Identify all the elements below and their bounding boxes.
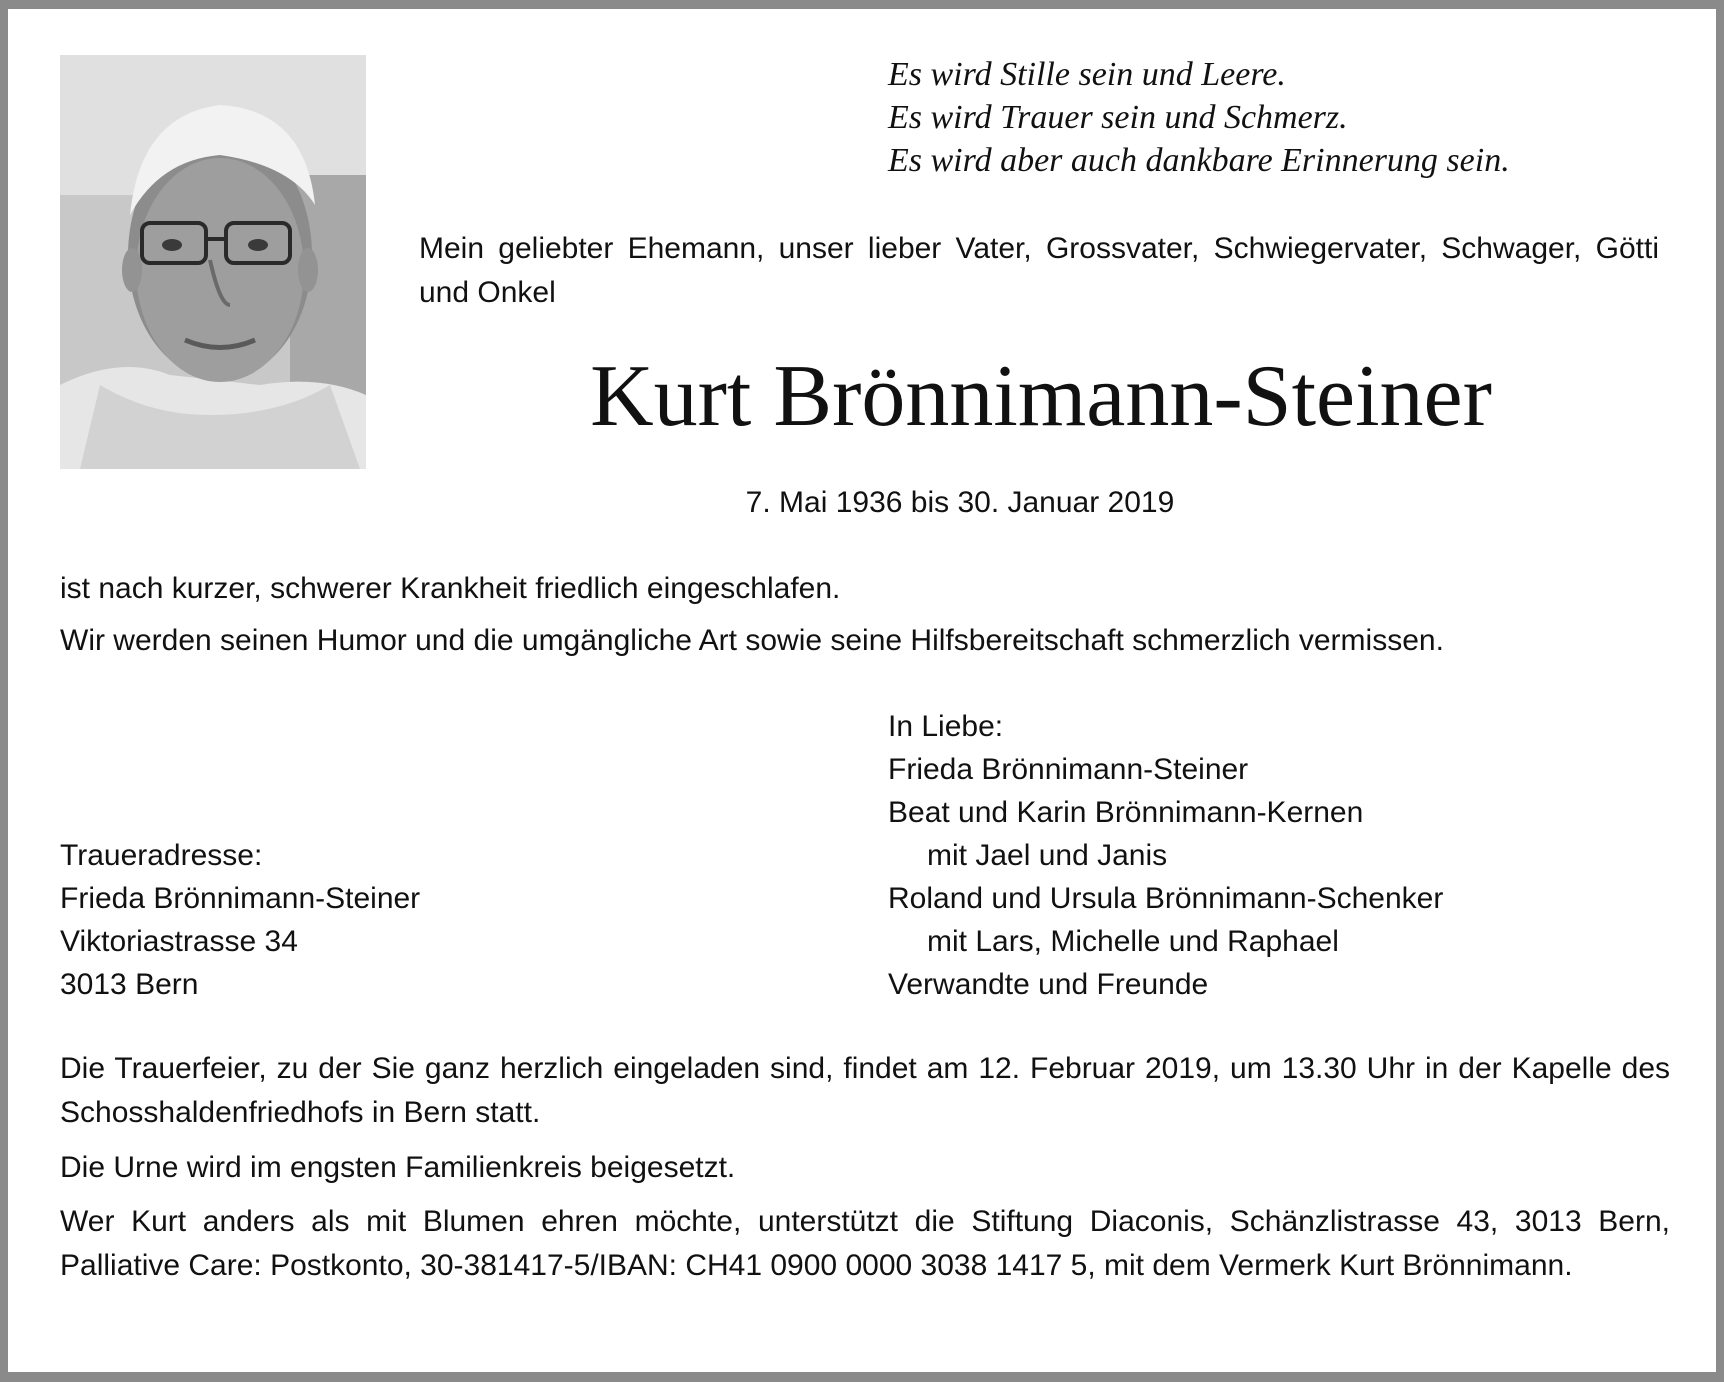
portrait-image	[60, 55, 366, 469]
address-city: 3013 Bern	[60, 968, 199, 1001]
address-name: Frieda Brönnimann-Steiner	[60, 882, 421, 915]
family-label: In Liebe:	[888, 710, 1004, 743]
family-member: Roland und Ursula Brönnimann-Schenker	[888, 882, 1444, 915]
family-member: mit Lars, Michelle und Raphael	[927, 925, 1339, 958]
passing-statement: ist nach kurzer, schwerer Krankheit friedlich eingeschlafen.	[60, 572, 841, 605]
family-member: Beat und Karin Brönnimann-Kernen	[888, 796, 1364, 829]
motto-verse	[888, 53, 1510, 182]
motto-line: Es wird aber auch dankbare Erinnerung sein.	[888, 142, 1510, 179]
family-member: mit Jael und Janis	[927, 839, 1168, 872]
urn-info: Die Urne wird im engsten Familienkreis beigesetzt.	[60, 1151, 736, 1184]
family-list	[888, 705, 1443, 1006]
memory-statement: Wir werden seinen Humor und die umgängliche Art sowie seine Hilfsbereitschaft schmerzlich vermissen.	[60, 624, 1444, 657]
family-member: Verwandte und Freunde	[888, 968, 1209, 1001]
mourning-address	[60, 834, 420, 1006]
motto-line: Es wird Stille sein und Leere.	[888, 56, 1286, 93]
obituary-notice	[8, 9, 1716, 1372]
motto-line: Es wird Trauer sein und Schmerz.	[888, 99, 1348, 136]
life-dates: 7. Mai 1936 bis 30. Januar 2019	[745, 486, 1175, 519]
intro-text: Mein geliebter Ehemann, unser lieber Vater, Grossvater, Schwiegervater, Schwager, Götti und Onkel	[419, 232, 1659, 309]
deceased-name: Kurt Brönnimann-Steiner	[590, 348, 1492, 445]
address-street: Viktoriastrasse 34	[60, 925, 298, 958]
address-label: Traueradresse:	[60, 839, 263, 872]
donation-info: Wer Kurt anders als mit Blumen ehren möchte, unterstützt die Stiftung Diaconis, Schänzlistrasse 43, 3013 Bern, Palliative Care: Postkonto, 30-381417-5/IBAN: CH41 0900 0000 3038 1417 5, mit dem Vermerk Kurt Brönnimann.	[60, 1205, 1670, 1282]
family-member: Frieda Brönnimann-Steiner	[888, 753, 1249, 786]
ceremony-info: Die Trauerfeier, zu der Sie ganz herzlich eingeladen sind, findet am 12. Februar 2019, um 13.30 Uhr in der Kapelle des Schosshaldenfriedhofs in Bern statt.	[60, 1052, 1670, 1129]
portrait-photo	[60, 55, 366, 469]
